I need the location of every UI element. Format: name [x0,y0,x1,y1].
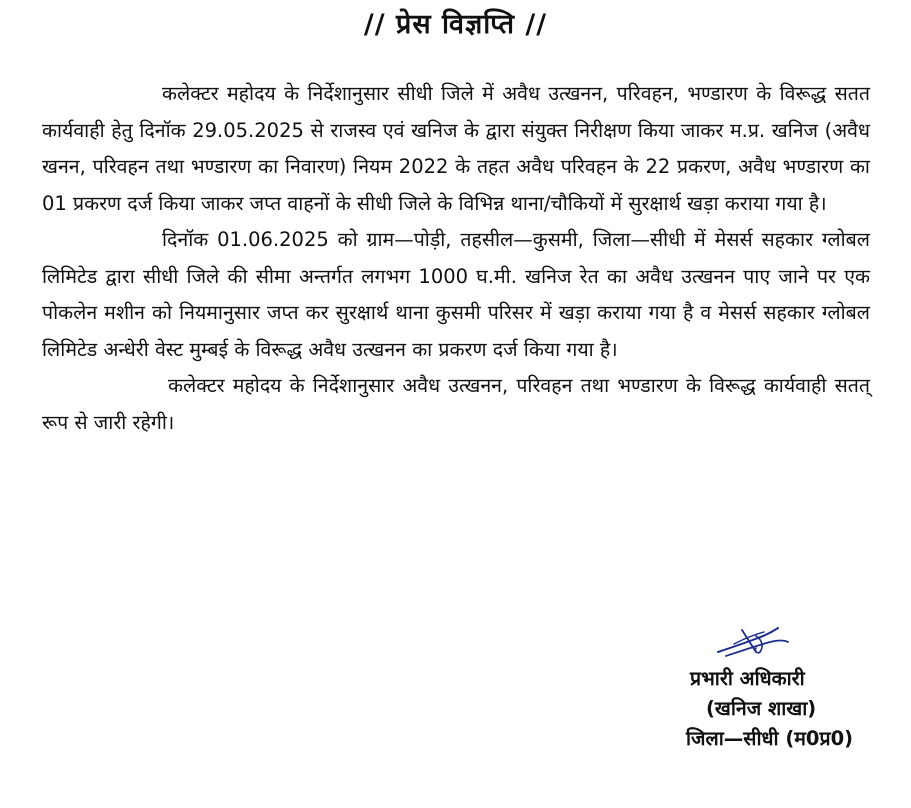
press-release-title: // प्रेस विज्ञप्ति // [363,9,548,40]
press-release-body [42,76,870,441]
signatory-branch: (खनिज शाखा) [706,697,817,720]
paragraph-collector-directive: कलेक्टर महोदय के निर्देशानुसार सीधी जिले में अवैध उत्खनन, परिवहन, भण्डारण के विरूद्ध सतत कार्यवाही हेतु दिनॉक 29.05.2025 से राजस्व एवं खनिज के द्वारा संयुक्त निरीक्षण किया जाकर म.प्र. खनिज (अवैध खनन, परिवहन तथा भण्डारण का निवारण) नियम 2022 के तहत अवैध परिवहन के 22 प्रकरण, अवैध भण्डारण का 01 प्रकरण दर्ज किया जाकर जप्त वाहनों के सीधी जिले के विभिन्न थाना/चौकियों में सुरक्षार्थ खड़ा कराया गया है। [42,82,870,215]
signatory-district: जिला—सीधी (म0प्र0) [686,727,854,750]
handwritten-signature [712,622,792,664]
paragraph-poklen-seizure: दिनॉक 01.06.2025 को ग्राम—पोड़ी, तहसील—कुसमी, जिला—सीधी में मेसर्स सहकार ग्लोबल लिमिटेड द्वारा सीधी जिले की सीमा अन्तर्गत लगभग 1000 घ.मी. खनिज रेत का अवैध उत्खनन पाए जाने पर एक पोकलेन मशीन को नियमानुसार जप्त कर सुरक्षार्थ थाना कुसमी परिसर में खड़ा कराया गया है व मेसर्स सहकार ग्लोबल लिमिटेड अन्धेरी वेस्ट मुम्बई के विरूद्ध अवैध उत्खनन का प्रकरण दर्ज किया गया है। [42,228,870,361]
signatory-designation: प्रभारी अधिकारी [690,667,805,690]
paragraph-continued-action: कलेक्टर महोदय के निर्देशानुसार अवैध उत्खनन, परिवहन तथा भण्डारण के विरूद्ध कार्यवाही सतत् रूप से जारी रहेगी। [42,374,870,434]
